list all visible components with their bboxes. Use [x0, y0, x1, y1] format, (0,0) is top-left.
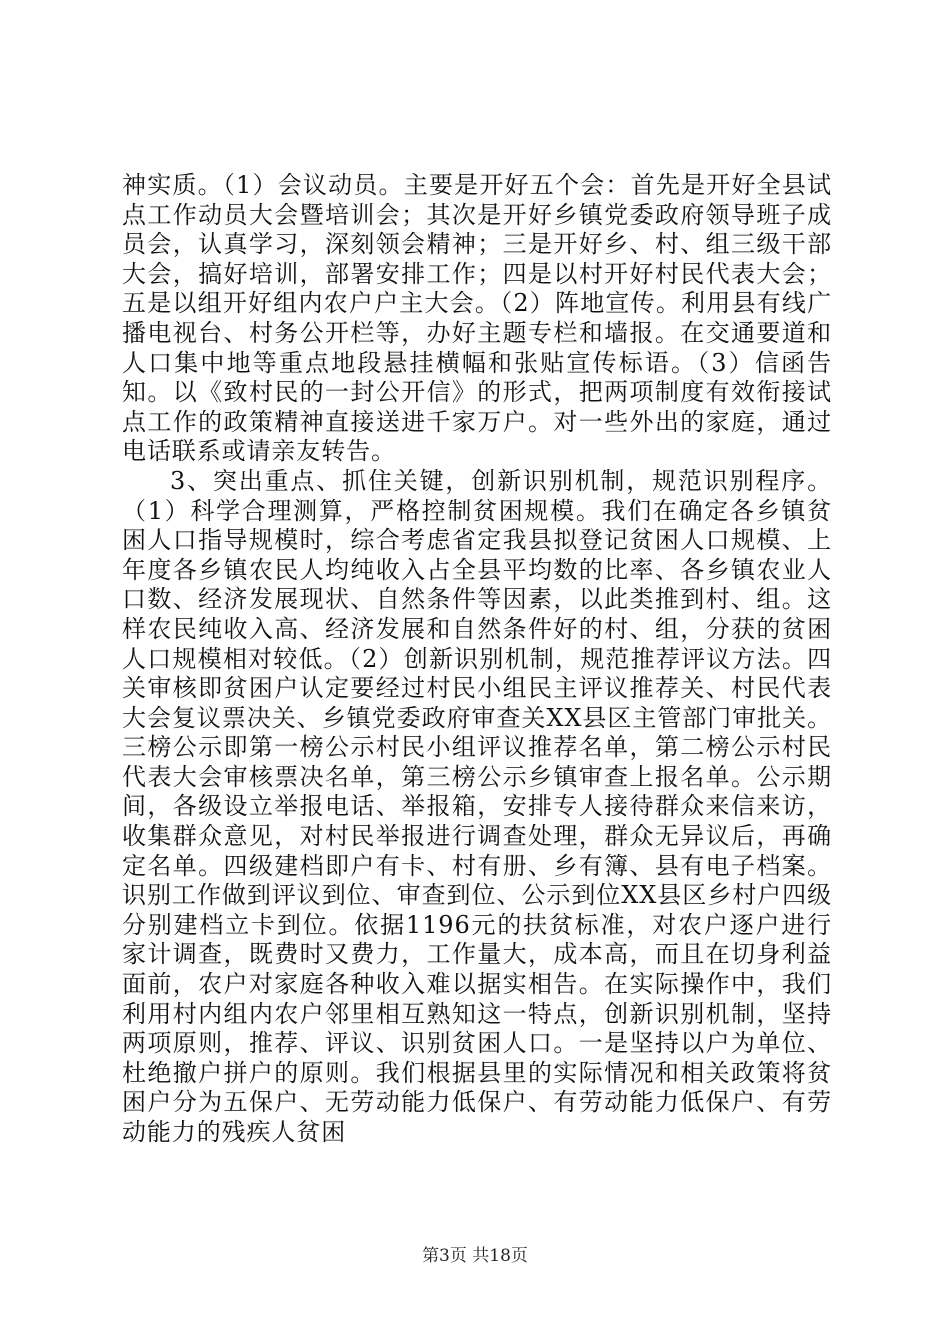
paragraph: 3、突出重点、抓住关键，创新识别机制，规范识别程序。（1）科学合理测算，严格控制贫困规模。我们在确定各乡镇贫困人口指导规模时，综合考虑省定我县拟登记贫困人口规模、上年度各乡镇农民人均纯收入占全县平均数的比率、各乡镇农业人口数、经济发展现状、自然条件等因素，以此类推到村、组。这样农民纯收入高、经济发展和自然条件好的村、组，分获的贫困人口规模相对较低。（2）创新识别机制，规范推荐评议方法。四关审核即贫困户认定要经过村民小组民主评议推荐关、村民代表大会复议票决关、乡镇党委政府审查关XX县区主管部门审批关。三榜公示即第一榜公示村民小组评议推荐名单，第二榜公示村民代表大会审核票决名单，第三榜公示乡镇审查上报名单。公示期间，各级设立举报电话、举报箱，安排专人接待群众来信来访，收集群众意见，对村民举报进行调查处理，群众无异议后，再确定名单。四级建档即户有卡、村有册、乡有簿、县有电子档案。识别工作做到评议到位、审查到位、公示到位XX县区乡村户四级分别建档立卡到位。依据1196元的扶贫标准，对农户逐户进行家计调查，既费时又费力，工作量大，成本高，而且在切身利益面前，农户对家庭各种收入难以据实相告。在实际操作中，我们利用村内组内农户邻里相互熟知这一特点，创新识别机制，坚持两项原则，推荐、评议、识别贫困人口。一是坚持以户为单位、杜绝撤户拼户的原则。我们根据县里的实际情况和相关政策将贫困户分为五保户、无劳动能力低保户、有劳动能力低保户、有劳动能力的残疾人贫困 — [122, 466, 832, 1146]
paragraph: 神实质。（1）会议动员。主要是开好五个会：首先是开好全县试点工作动员大会暨培训会；其次是开好乡镇党委政府领导班子成员会，认真学习，深刻领会精神；三是开好乡、村、组三级干部大会，搞好培训，部署安排工作；四是以村开好村民代表大会；五是以组开好组内农户户主大会。（2）阵地宣传。利用县有线广播电视台、村务公开栏等，办好主题专栏和墙报。在交通要道和人口集中地等重点地段悬挂横幅和张贴宣传标语。（3）信函告知。以《致村民的一封公开信》的形式，把两项制度有效衔接试点工作的政策精神直接送进千家万户。对一些外出的家庭，通过电话联系或请亲友转告。 — [122, 171, 832, 466]
page-footer: 第3页 共18页 — [422, 1246, 528, 1266]
body-text — [122, 171, 832, 1148]
